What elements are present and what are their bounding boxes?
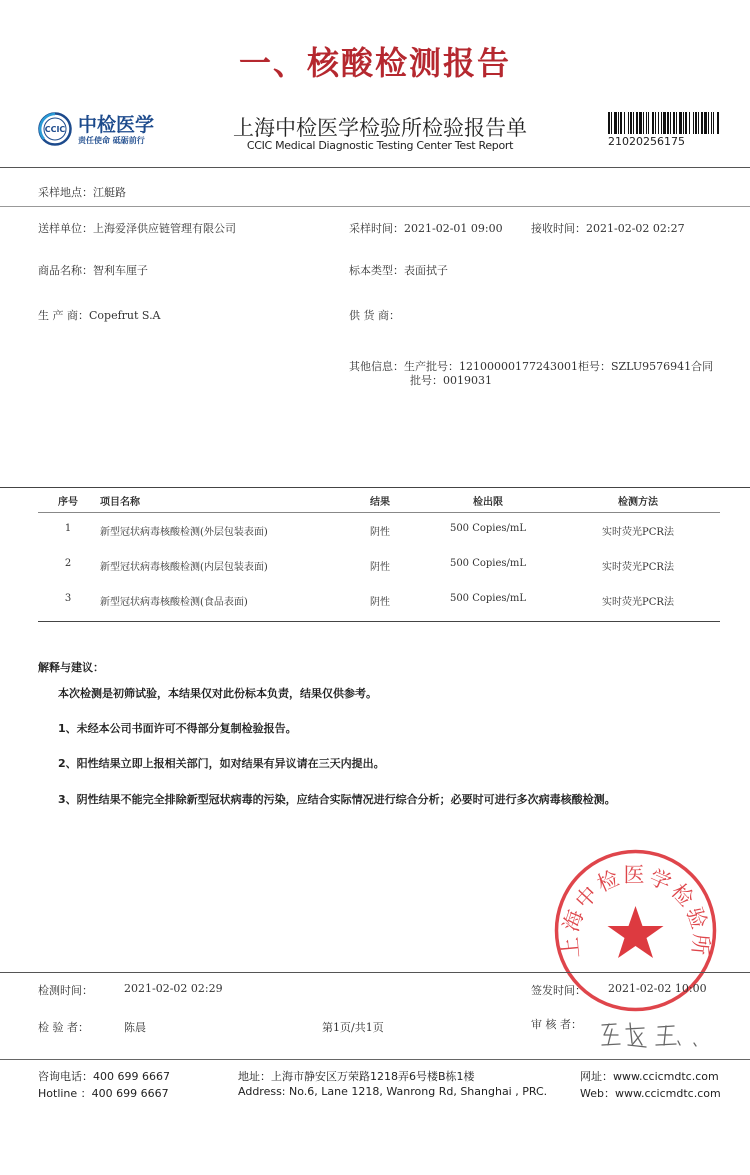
sampling-location (38, 184, 126, 200)
barcode-bar (663, 112, 666, 134)
manufacturer-label: 生 产 商： (38, 309, 89, 322)
table-header-divider (38, 512, 720, 513)
sampling-time-label: 采样时间： (349, 222, 404, 235)
inspector-value: 陈晨 (124, 1021, 146, 1034)
sampling-time-value: 2021-02-01 09:00 (404, 222, 503, 235)
barcode-bar (655, 112, 656, 134)
barcode-bar (643, 112, 644, 134)
notes-item-3: 3、阴性结果不能完全排除新型冠状病毒的污染，应结合实际情况进行综合分析；必要时可进行多次病毒核酸检测。 (58, 793, 616, 806)
notes-intro: 本次检测是初筛试验，本结果仅对此份标本负责，结果仅供参考。 (58, 687, 377, 700)
address-en: Address: No.6, Lane 1218, Wanrong Rd, Shanghai , PRC. (238, 1085, 548, 1098)
info-divider (0, 206, 750, 207)
company-logo (38, 110, 163, 150)
barcode-bar (698, 112, 699, 134)
product-name-label: 商品名称： (38, 264, 93, 277)
page-heading: 一、核酸检测报告 (238, 44, 511, 82)
header-result: 结果 (370, 497, 390, 508)
reviewer-label: 审 核 者： (531, 1018, 582, 1031)
header-method: 检测方法 (618, 497, 658, 508)
signoff-divider (0, 972, 750, 973)
logo-name: 中检医学 (78, 114, 155, 136)
barcode-bar (658, 112, 659, 134)
manufacturer (38, 307, 161, 323)
barcode (608, 112, 720, 134)
sampling-location-label: 采样地点： (38, 186, 93, 199)
barcode-bar (683, 112, 684, 134)
other-info-label: 其他信息： (349, 360, 404, 373)
phone-en-value: 400 699 6667 (91, 1087, 169, 1100)
test-time-value: 2021-02-02 02:29 (124, 982, 223, 995)
sample-type-label: 标本类型： (349, 264, 404, 277)
header-item: 项目名称 (100, 497, 140, 508)
product-name (38, 262, 148, 278)
web-en: Web：www.ccicmdtc.com (580, 1087, 721, 1100)
barcode-bar (646, 112, 647, 134)
barcode-bar (633, 112, 634, 134)
submitter-label: 送样单位： (38, 222, 93, 235)
footer-divider (0, 1059, 750, 1060)
barcode-bar (676, 112, 677, 134)
notes-title: 解释与建议： (38, 661, 104, 674)
barcode-bar (667, 112, 669, 134)
row-result: 阴性 (370, 597, 390, 608)
header-limit: 检出限 (473, 497, 503, 508)
barcode-bar (670, 112, 671, 134)
barcode-bar (689, 112, 690, 134)
barcode-bar (711, 112, 712, 134)
header-index: 序号 (58, 497, 78, 508)
notes-item-1: 1、未经本公司书面许可不得部分复制检验报告。 (58, 722, 297, 735)
table-header-row (38, 487, 720, 511)
receiving-time-value: 2021-02-02 02:27 (586, 222, 685, 235)
row-index: 1 (64, 523, 72, 534)
barcode-bar (624, 112, 625, 134)
barcode-bar (611, 112, 612, 134)
table-row (38, 558, 720, 578)
row-limit: 500 Copies/mL (449, 523, 527, 534)
supplier (349, 307, 400, 323)
stamp-text: 上海中检医学检验所 (557, 863, 714, 960)
submitter (38, 220, 236, 236)
header-divider (0, 167, 750, 168)
product-name-value: 智利车厘子 (93, 264, 148, 277)
barcode-bar (630, 112, 632, 134)
reviewer-signature (598, 1015, 708, 1051)
row-method: 实时荧光PCR法 (602, 597, 674, 608)
table-bottom-border (38, 621, 720, 622)
row-item: 新型冠状病毒核酸检测(食品表面) (100, 597, 248, 608)
manufacturer-value: Copefrut S.A (89, 309, 161, 322)
row-method: 实时荧光PCR法 (602, 527, 674, 538)
barcode-bar (648, 112, 649, 134)
barcode-bar (679, 112, 682, 134)
barcode-bar (704, 112, 707, 134)
barcode-bar (701, 112, 703, 134)
other-info (349, 358, 713, 374)
phone-cn-value: 400 699 6667 (93, 1070, 170, 1083)
row-index: 3 (64, 593, 72, 604)
barcode-bar (713, 112, 714, 134)
inspector-label: 检 验 者： (38, 1021, 89, 1034)
barcode-bar (620, 112, 622, 134)
receiving-time-label: 接收时间： (531, 222, 586, 235)
barcode-bar (608, 112, 610, 134)
sample-type (349, 262, 448, 278)
issue-time-label: 签发时间： (531, 984, 586, 997)
issue-time-value: 2021-02-02 10:00 (608, 982, 707, 995)
row-result: 阴性 (370, 562, 390, 573)
phone-en (38, 1085, 169, 1101)
page-info: 第1页/共1页 (322, 1021, 384, 1034)
phone-cn (38, 1068, 170, 1084)
barcode-bar (636, 112, 638, 134)
table-row (38, 523, 720, 543)
supplier-label: 供 货 商： (349, 309, 400, 322)
barcode-bar (618, 112, 619, 134)
table-row (38, 593, 720, 613)
stamp-star-icon (608, 906, 664, 958)
notes-item-2: 2、阳性结果立即上报相关部门，如对结果有异议请在三天内提出。 (58, 757, 385, 770)
logo-mark-text: CCIC (44, 125, 66, 134)
row-index: 2 (64, 558, 72, 569)
row-method: 实时荧光PCR法 (602, 562, 674, 573)
barcode-bar (673, 112, 675, 134)
row-limit: 500 Copies/mL (449, 558, 527, 569)
barcode-bar (661, 112, 662, 134)
barcode-bar (614, 112, 617, 134)
row-item: 新型冠状病毒核酸检测(外层包装表面) (100, 527, 268, 538)
logo-slogan: 责任使命 砥砺前行 (78, 136, 145, 145)
barcode-bar (693, 112, 694, 134)
report-title-en: CCIC Medical Diagnostic Testing Center Test Report (246, 139, 514, 152)
barcode-bar (708, 112, 709, 134)
row-item: 新型冠状病毒核酸检测(内层包装表面) (100, 562, 268, 573)
submitter-value: 上海爱泽供应链管理有限公司 (93, 222, 236, 235)
sampling-location-value: 江艇路 (93, 186, 126, 199)
web-cn: 网址：www.ccicmdtc.com (580, 1070, 719, 1083)
barcode-bar (695, 112, 697, 134)
row-result: 阴性 (370, 527, 390, 538)
sample-type-value: 表面拭子 (404, 264, 448, 277)
phone-cn-label: 咨询电话： (38, 1070, 93, 1083)
barcode-number: 21020256175 (608, 135, 685, 148)
other-info-line2: 批号：0019031 (410, 374, 492, 387)
barcode-bar (639, 112, 642, 134)
ccic-logo-icon (38, 112, 72, 146)
row-limit: 500 Copies/mL (449, 593, 527, 604)
receiving-time (531, 220, 685, 236)
sampling-time (349, 220, 503, 236)
phone-en-label: Hotline ： (38, 1087, 92, 1100)
address-cn: 地址：上海市静安区万荣路1218弄6号楼B栋1楼 (238, 1070, 475, 1083)
other-info-line1: 生产批号：12100000177243001柜号：SZLU9576941合同 (404, 360, 714, 373)
barcode-bar (652, 112, 654, 134)
test-time-label: 检测时间： (38, 984, 93, 997)
barcode-bar (628, 112, 629, 134)
report-title-cn: 上海中检医学检验所检验报告单 (233, 116, 527, 140)
barcode-bar (717, 112, 719, 134)
barcode-bar (685, 112, 687, 134)
